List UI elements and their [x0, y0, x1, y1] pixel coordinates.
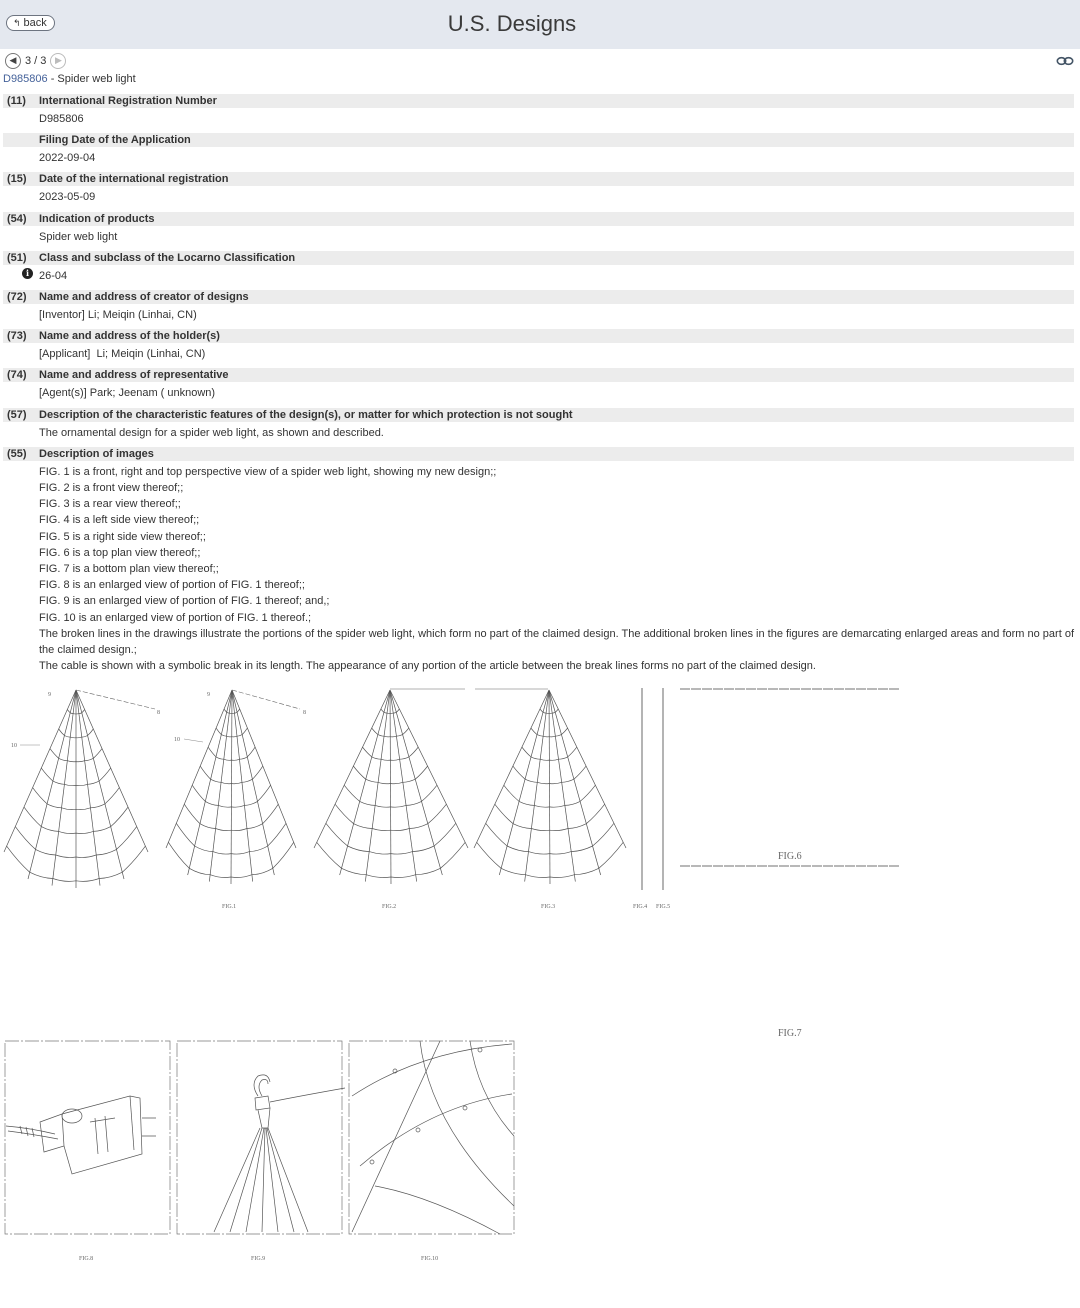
fig-label: FIG.2 — [382, 904, 397, 910]
fig4-spider-web-drawing — [474, 690, 626, 884]
info-icon[interactable]: i — [22, 268, 33, 279]
drawing-sheet-1 — [0, 684, 1080, 914]
fig-label: FIG.10 — [421, 1256, 439, 1262]
image-description-line: FIG. 10 is an enlarged view of portion of FIG. 1 thereof.; — [39, 611, 312, 624]
fig-label: FIG.5 — [656, 904, 671, 910]
ref-numeral: 10 — [11, 743, 17, 749]
section-value: 26-04 — [39, 269, 68, 282]
fig10-web-portion-drawing — [352, 1041, 514, 1234]
fig9-hook-drawing — [214, 1075, 345, 1232]
section-11 — [3, 94, 1074, 127]
ref-numeral: 10 — [174, 737, 180, 743]
fig-label: FIG.1 — [222, 904, 237, 910]
image-description-line: FIG. 4 is a left side view thereof;; — [39, 514, 200, 527]
record-title: - Spider web light — [47, 73, 136, 85]
section-label: International Registration Number — [39, 95, 217, 107]
section-label: Indication of products — [39, 212, 155, 225]
drawing-sheet-2 — [0, 1036, 520, 1268]
section-value: [Applicant] Li; Meiqin (Linhai, CN) — [39, 348, 206, 361]
image-description-line: FIG. 1 is a front, right and top perspective view of a spider web light, showing my new design;; — [39, 465, 497, 478]
section-72 — [3, 290, 1074, 323]
fig-label: FIG.3 — [541, 904, 556, 910]
ref-numeral: 9 — [48, 692, 51, 698]
record-subtitle — [3, 73, 136, 85]
image-description-line: The cable is shown with a symbolic break in its length. The appearance of any portion of the article between the break lines forms no part of the claimed design. — [39, 660, 816, 673]
ref-numeral: 8 — [303, 710, 306, 716]
section-label: Name and address of the holder(s) — [39, 330, 220, 343]
pager-count: 3 / 3 — [25, 54, 47, 67]
inid-code: (73) — [7, 330, 27, 343]
next-record-button[interactable] — [50, 53, 66, 69]
prev-circle-icon: ◀ — [9, 55, 17, 65]
back-button-label: back — [23, 17, 47, 29]
record-id-link[interactable]: D985806 — [3, 73, 48, 85]
fig2-spider-web-drawing — [166, 690, 296, 884]
section-label: Name and address of representative — [39, 369, 229, 382]
image-description-line: FIG. 7 is a bottom plan view thereof;; — [39, 563, 219, 576]
inid-code: (54) — [7, 212, 27, 225]
next-circle-icon: ▶ — [54, 55, 62, 65]
inid-code: (74) — [7, 369, 27, 382]
fig-label: FIG.7 — [778, 1028, 802, 1039]
inid-code: (51) — [7, 251, 27, 264]
section-label: Filing Date of the Application — [39, 134, 191, 147]
fig3-spider-web-drawing — [314, 690, 468, 884]
inid-code: (72) — [7, 291, 27, 304]
prev-record-button[interactable] — [5, 53, 21, 69]
section-value: D985806 — [39, 113, 84, 125]
section-74 — [3, 368, 1074, 401]
fig-label: FIG.9 — [251, 1256, 266, 1262]
link-icon[interactable] — [1056, 56, 1074, 66]
section-value: [Inventor] Li; Meiqin (Linhai, CN) — [39, 309, 197, 322]
section-filing-date — [3, 133, 1074, 166]
section-value: Spider web light — [39, 230, 118, 243]
page-title: U.S. Designs — [447, 11, 577, 36]
section-55 — [3, 447, 1074, 675]
inid-code: (15) — [7, 173, 27, 186]
section-label: Description of the characteristic features of the design(s), or matter for which protection is not sought — [39, 408, 573, 421]
section-value: The ornamental design for a spider web light, as shown and described. — [39, 426, 384, 439]
section-label: Name and address of creator of designs — [39, 291, 249, 304]
fig1-spider-web-drawing — [4, 690, 148, 888]
inid-code: (57) — [7, 408, 27, 421]
image-description-line: FIG. 5 is a right side view thereof;; — [39, 530, 206, 543]
section-value: [Agent(s)] Park; Jeenam ( unknown) — [39, 387, 216, 400]
section-value: 2022-09-04 — [39, 152, 96, 165]
record-pager — [5, 52, 66, 69]
inid-code: (11) — [7, 95, 26, 107]
header-bar — [0, 0, 1080, 49]
section-label: Class and subclass of the Locarno Classification — [39, 251, 296, 264]
section-value: 2023-05-09 — [39, 191, 96, 204]
section-54 — [3, 212, 1074, 245]
image-description-line: FIG. 3 is a rear view thereof;; — [39, 498, 181, 511]
section-57 — [3, 408, 1074, 441]
fig-label: FIG.8 — [79, 1256, 94, 1262]
bibliographic-data — [3, 94, 1074, 680]
fig8-controller-drawing — [6, 1096, 156, 1174]
section-73 — [3, 329, 1074, 362]
inid-code: (55) — [7, 447, 27, 460]
section-51 — [3, 251, 1074, 284]
ref-numeral: 8 — [157, 710, 160, 716]
back-arrow-icon: ↰ — [13, 18, 21, 28]
image-description-line: The broken lines in the drawings illustrate the portions of the spider web light, which form no part of the claimed design. The additional broken lines in the figures are demarcating enlarged areas and form no part of the claimed design.; — [39, 627, 1074, 657]
image-description-line: FIG. 8 is an enlarged view of portion of FIG. 1 thereof;; — [39, 579, 305, 592]
ref-numeral: 9 — [207, 692, 210, 698]
image-description-line: FIG. 9 is an enlarged view of portion of FIG. 1 thereof; and,; — [39, 595, 330, 608]
section-label: Date of the international registration — [39, 173, 229, 186]
fig7-area — [760, 1022, 840, 1042]
fig-label: FIG.4 — [633, 904, 648, 910]
image-description-line: FIG. 2 is a front view thereof;; — [39, 482, 184, 495]
section-label: Description of images — [39, 447, 154, 460]
fig-label: FIG.6 — [778, 851, 802, 862]
image-description-line: FIG. 6 is a top plan view thereof;; — [39, 546, 201, 559]
section-15 — [3, 172, 1074, 205]
